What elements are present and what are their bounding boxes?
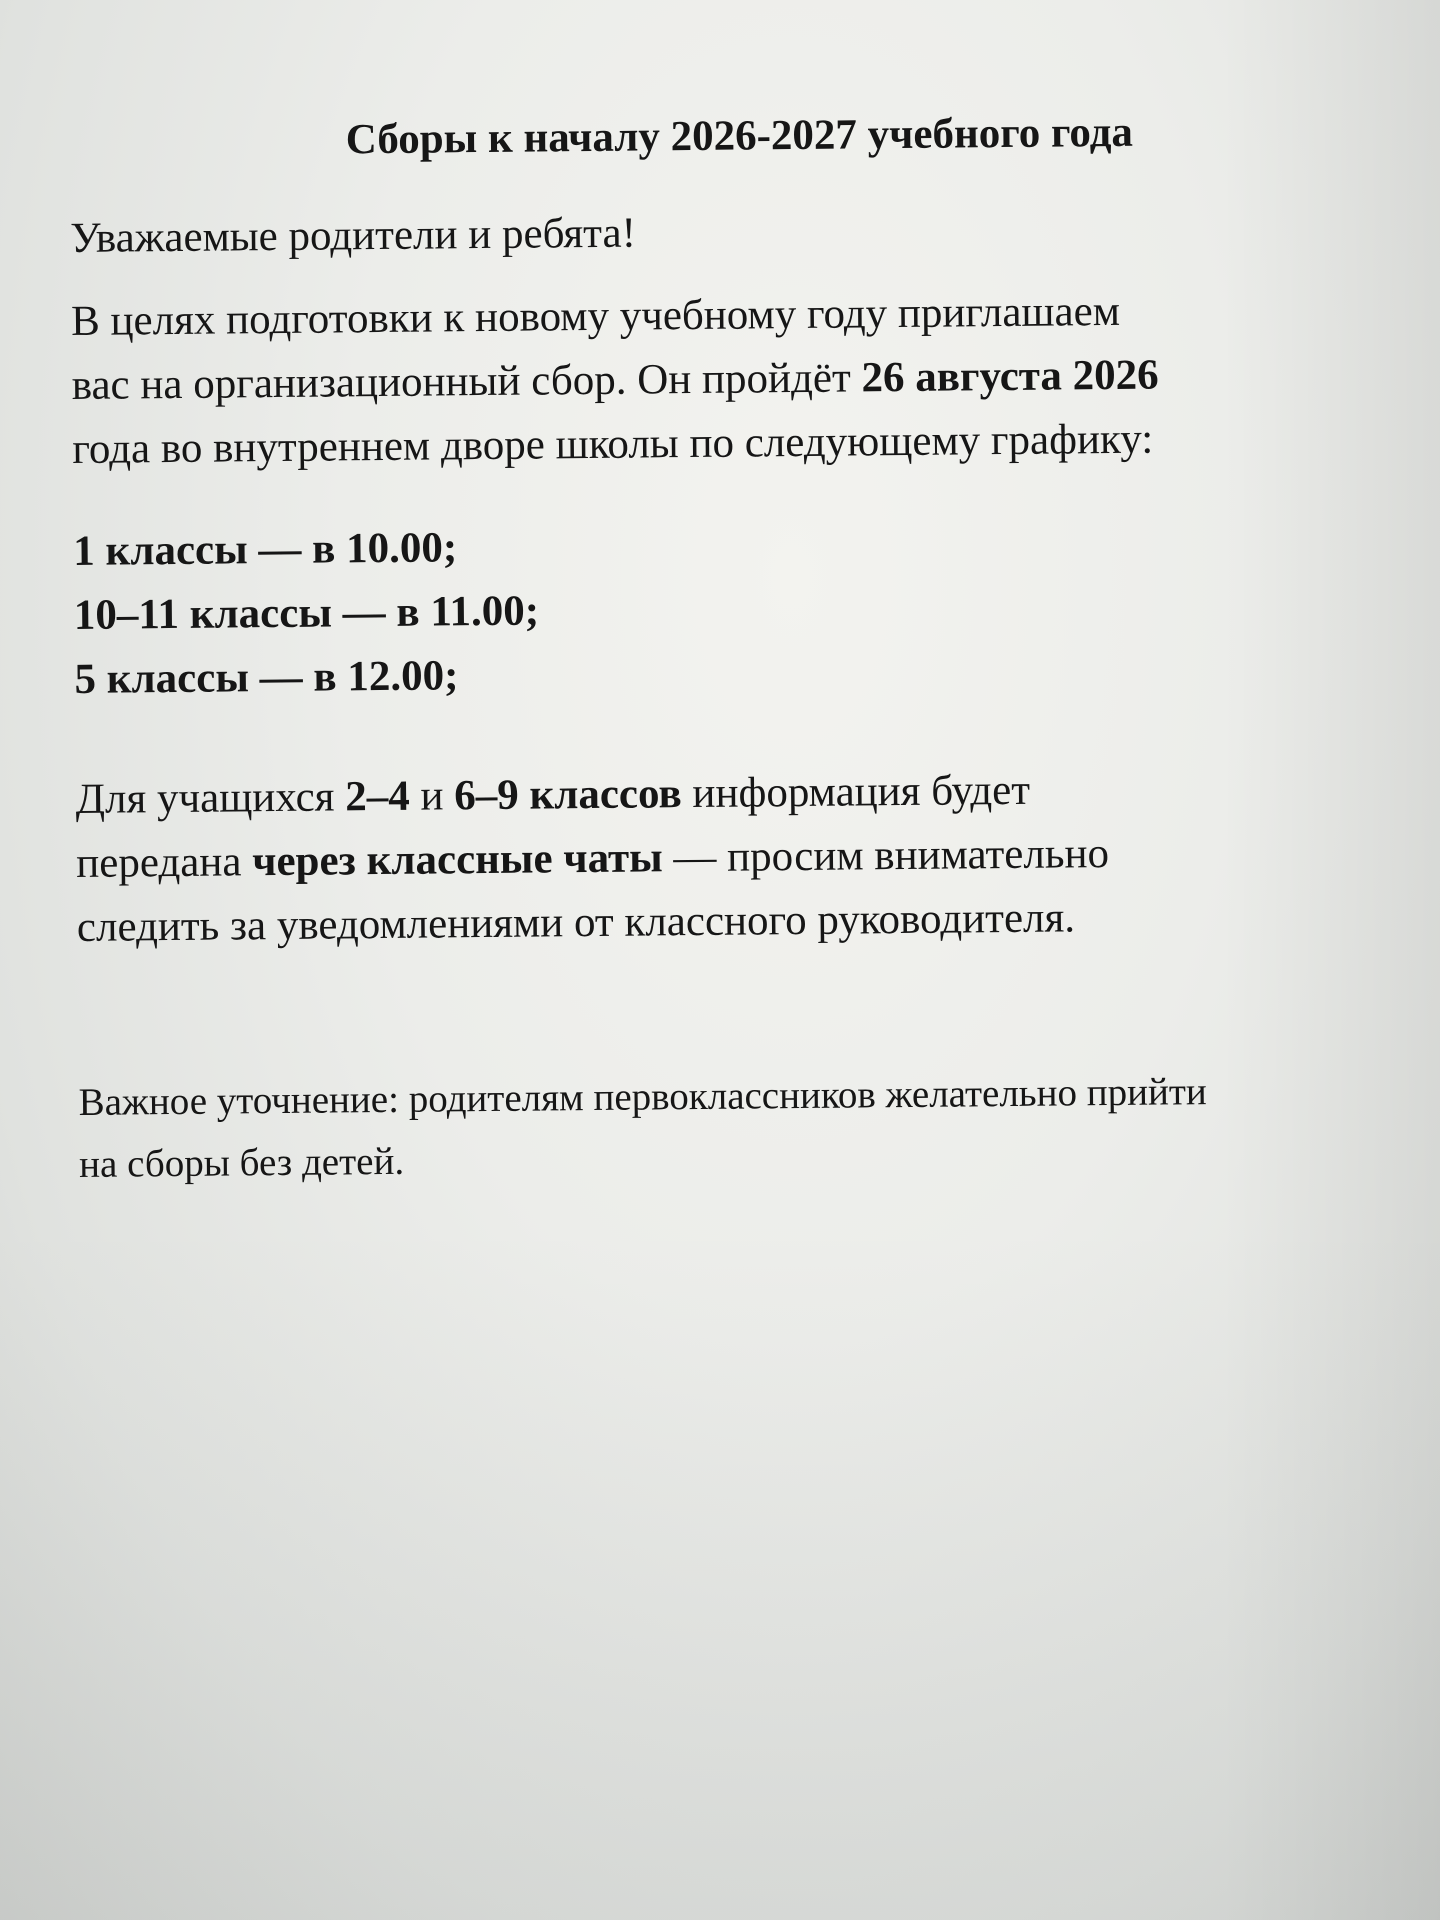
schedule-list — [73, 516, 540, 712]
other-line-2-a: передана — [76, 838, 253, 887]
other-line-1-e: информация будет — [681, 766, 1031, 818]
other-classes-paragraph — [75, 758, 1110, 960]
greeting: Уважаемые родители и ребята! — [70, 209, 637, 262]
note-line-1: Важное уточнение: родителям первоклассников желательно прийти — [78, 1070, 1207, 1124]
other-line-3: следить за уведомлениями от классного руководителя. — [76, 894, 1076, 951]
meeting-date: 26 августа 2026 — [861, 351, 1159, 402]
intro-line-1: В целях подготовки к новому учебному году приглашаем — [70, 287, 1121, 345]
intro-paragraph — [71, 280, 1160, 482]
page-shadow-right — [1220, 0, 1440, 1920]
class-chats: через классные чаты — [251, 834, 663, 886]
intro-line-2: вас на организационный сбор. Он пройдёт — [71, 354, 862, 409]
other-line-2-c: — просим внимательно — [662, 830, 1110, 882]
important-note — [78, 1061, 1207, 1196]
page-shadow-bottom — [0, 1220, 1440, 1920]
notice-title: Сборы к началу 2026-2027 учебного года — [345, 108, 1134, 164]
schedule-item-grade-5: 5 классы — в 12.00; — [74, 652, 459, 703]
schedule-item-grade-1: 1 классы — в 10.00; — [73, 524, 458, 575]
other-line-1-a: Для учащихся — [75, 773, 346, 823]
other-line-1-c: и — [409, 772, 455, 820]
intro-line-3: года во внутреннем дворе школы по следующему графику: — [72, 415, 1154, 473]
schedule-item-grade-10-11: 10–11 классы — в 11.00; — [73, 587, 540, 639]
grades-2-4: 2–4 — [344, 772, 410, 821]
note-line-2: на сборы без детей. — [78, 1139, 405, 1186]
grades-6-9: 6–9 классов — [453, 770, 682, 820]
